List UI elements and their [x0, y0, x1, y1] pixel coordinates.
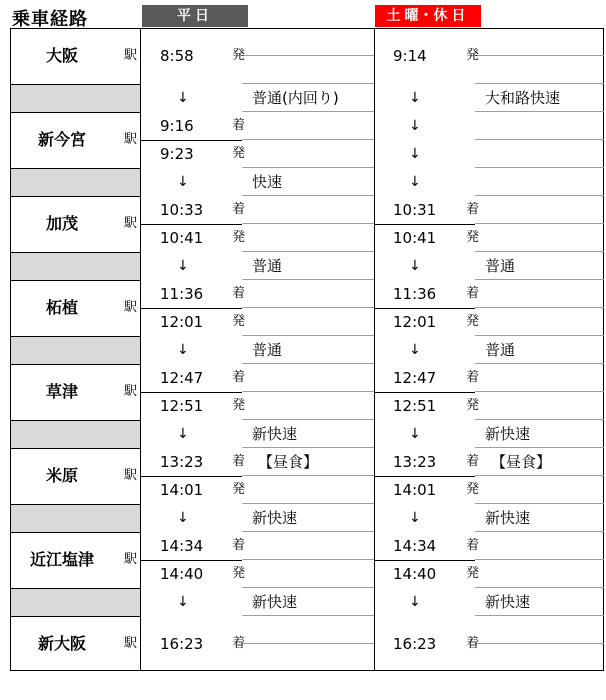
station-suffix: 駅: [124, 384, 138, 399]
holiday-depart-time: 10:41: [393, 229, 437, 247]
holiday-depart-label: 発: [466, 482, 480, 497]
holiday-arrow: ↓: [409, 90, 421, 106]
weekday-time: 16:23: [160, 635, 204, 653]
holiday-arrive-time: 12:47: [393, 369, 437, 387]
weekday-depart-label: 発: [232, 230, 246, 245]
weekday-depart-time: 10:41: [160, 229, 204, 247]
holiday-train-type: 普通: [485, 341, 516, 359]
holiday-arrow: ↓: [409, 594, 421, 610]
weekday-arrive-label: 着: [232, 118, 246, 133]
holiday-arrive-label: 着: [466, 286, 480, 301]
page-title: 乗車経路: [12, 9, 88, 30]
weekday-train-type: 快速: [252, 173, 283, 191]
holiday-train-type: 新快速: [485, 425, 531, 443]
holiday-depart-time: 12:01: [393, 313, 437, 331]
station-suffix: 駅: [124, 300, 138, 315]
station-suffix: 駅: [124, 552, 138, 567]
route-table: [10, 28, 604, 671]
holiday-arrive-time: 14:34: [393, 537, 437, 555]
holiday-train-type: 大和路快速: [485, 89, 561, 107]
weekday-arrow: ↓: [177, 426, 189, 442]
holiday-arr-label: 着: [466, 636, 480, 651]
station-name: 新大阪: [37, 634, 86, 653]
holiday-arrow: ↓: [409, 426, 421, 442]
weekday-arrive-label: 着: [232, 286, 246, 301]
weekday-depart-label: 発: [232, 398, 246, 413]
weekday-depart-label: 発: [232, 566, 246, 581]
weekday-depart-label: 発: [232, 314, 246, 329]
station-suffix: 駅: [124, 636, 138, 651]
holiday-pass-arrow: ↓: [409, 118, 421, 134]
weekday-train-type: 新快速: [252, 509, 298, 527]
weekday-arrive-time: 12:47: [160, 369, 204, 387]
holiday-arrow: ↓: [409, 342, 421, 358]
weekday-arrow: ↓: [177, 90, 189, 106]
holiday-arrow: ↓: [409, 510, 421, 526]
weekday-arrive-time: 11:36: [160, 285, 204, 303]
weekday-arrow: ↓: [177, 174, 189, 190]
weekday-train-type: 新快速: [252, 425, 298, 443]
station-name: 大阪: [45, 46, 78, 65]
holiday-depart-time: 12:51: [393, 397, 437, 415]
holiday-depart-label: 発: [466, 314, 480, 329]
weekday-arrow: ↓: [177, 510, 189, 526]
weekday-arrive-time: 9:16: [160, 117, 194, 135]
holiday-header: 土曜･休日: [375, 5, 481, 27]
station-suffix: 駅: [124, 48, 138, 63]
weekday-train-type: 普通(内回り): [252, 89, 339, 107]
station-name: 加茂: [45, 214, 78, 233]
weekday-arrive-label: 着: [232, 202, 246, 217]
weekday-arrive-label: 着: [232, 454, 246, 469]
station-suffix: 駅: [124, 216, 138, 231]
weekday-meal-note: 【昼食】: [258, 453, 319, 471]
weekday-depart-time: 14:01: [160, 481, 204, 499]
weekday-arrow: ↓: [177, 594, 189, 610]
weekday-train-type: 新快速: [252, 593, 298, 611]
station-suffix: 駅: [124, 468, 138, 483]
weekday-arrive-time: 14:34: [160, 537, 204, 555]
holiday-train-type: 新快速: [485, 593, 531, 611]
holiday-meal-note: 【昼食】: [491, 453, 552, 471]
station-name: 草津: [45, 382, 78, 401]
holiday-arrive-label: 着: [466, 538, 480, 553]
weekday-time: 8:58: [160, 47, 194, 65]
holiday-depart-label: 発: [466, 230, 480, 245]
holiday-train-type: 普通: [485, 257, 516, 275]
weekday-arrive-label: 着: [232, 538, 246, 553]
weekday-depart-label: 発: [232, 482, 246, 497]
station-suffix: 駅: [124, 132, 138, 147]
weekday-header: 平日: [142, 5, 248, 27]
holiday-arrive-time: 11:36: [393, 285, 437, 303]
holiday-dep-label: 発: [466, 48, 480, 63]
holiday-arrow: ↓: [409, 258, 421, 274]
weekday-arr-label: 着: [232, 636, 246, 651]
weekday-depart-time: 12:51: [160, 397, 204, 415]
holiday-depart-label: 発: [466, 566, 480, 581]
holiday-depart-label: 発: [466, 398, 480, 413]
holiday-depart-time: 14:40: [393, 565, 437, 583]
holiday-arrive-label: 着: [466, 370, 480, 385]
station-name: 米原: [45, 466, 78, 485]
station-name: 近江塩津: [29, 550, 94, 569]
weekday-dep-label: 発: [232, 48, 246, 63]
holiday-pass-arrow: ↓: [409, 146, 421, 162]
weekday-arrive-time: 10:33: [160, 201, 204, 219]
weekday-arrive-time: 13:23: [160, 453, 204, 471]
holiday-arrive-time: 10:31: [393, 201, 437, 219]
holiday-arrow: ↓: [409, 174, 421, 190]
weekday-depart-time: 9:23: [160, 145, 194, 163]
holiday-time: 9:14: [393, 47, 427, 65]
holiday-arrive-time: 13:23: [393, 453, 437, 471]
weekday-arrow: ↓: [177, 342, 189, 358]
holiday-arrive-label: 着: [466, 202, 480, 217]
weekday-train-type: 普通: [252, 341, 283, 359]
weekday-depart-label: 発: [232, 146, 246, 161]
holiday-train-type: 新快速: [485, 509, 531, 527]
station-name: 新今宮: [37, 130, 86, 149]
weekday-depart-time: 14:40: [160, 565, 204, 583]
holiday-arrive-label: 着: [466, 454, 480, 469]
weekday-train-type: 普通: [252, 257, 283, 275]
holiday-time: 16:23: [393, 635, 437, 653]
weekday-arrive-label: 着: [232, 370, 246, 385]
station-name: 柘植: [45, 298, 78, 317]
weekday-depart-time: 12:01: [160, 313, 204, 331]
weekday-arrow: ↓: [177, 258, 189, 274]
holiday-depart-time: 14:01: [393, 481, 437, 499]
